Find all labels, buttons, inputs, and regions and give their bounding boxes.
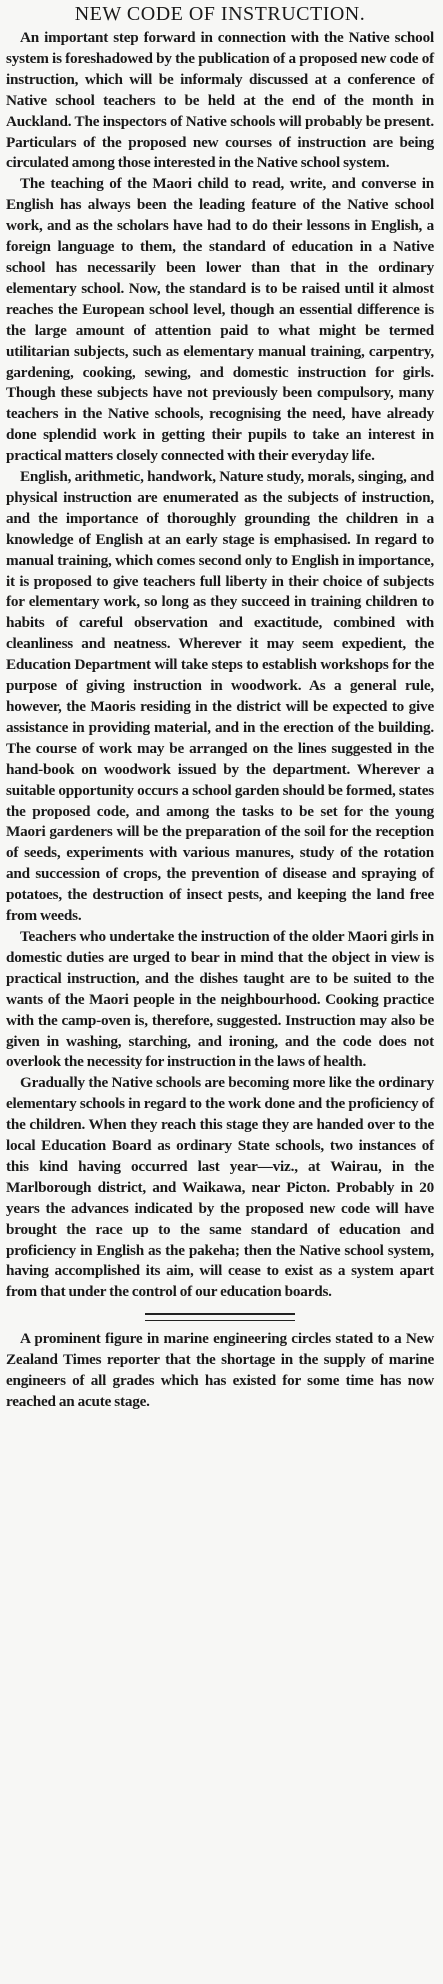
next-article-paragraph: A prominent figure in marine engineering circles stated to a New Zealand Times reporter that the shortage in the supply of marine engineers of all grades which has existed for some time has now reached an acute stage. (6, 1330, 434, 1410)
article-paragraph-3: English, arithmetic, handwork, Nature study, morals, singing, and physical instruction are enumerated as the subjects of instruction, and the importance of thoroughly grounding the children in a knowledge of English at an early stage is emphasised. In regard to manual training, which comes second only to English in importance, it is proposed to give teachers full liberty in their choice of subjects for elementary work, so long as they succeed in training children to habits of careful observation and exactitude, combined with cleanliness and neatness. Wherever it may seem expedient, the Education Department will take steps to establish workshops for the purpose of giving instruction in woodwork. As a general rule, however, the Maoris residing in the district will be expected to give assistance in providing material, and in the erection of the building. The course of work may be arranged on the lines suggested in the hand-book on woodwork issued by the department. Wherever a suitable opportunity occurs a school garden should be formed, states the proposed code, and among the tasks to be set for the young Maori gardeners will be the preparation of the soil for the reception of seeds, experiments with various manures, study of the rotation and succession of crops, the prevention of disease and spraying of potatoes, the destruction of insect pests, and keeping the land free from weeds. (6, 468, 434, 925)
article-paragraph-2: The teaching of the Maori child to read, write, and converse in English has always been the leading feature of the Native school work, and as the scholars have had to do their lessons in English, a foreign language to them, the standard of education in a Native school has necessarily been lower than that in the ordinary elementary school. Now, the standard is to be raised until it almost reaches the European school level, though an essential difference is the large amount of attention paid to what might be termed utilitarian subjects, such as elementary manual training, carpentry, gardening, cooking, sewing, and domestic instruction for girls. Though these subjects have not previously been compulsory, many teachers in the Native schools, recognising the need, have already done splendid work in getting their pupils to take an interest in practical matters closely connected with their everyday life. (6, 175, 434, 465)
section-divider (145, 1313, 295, 1321)
article-paragraph-5: Gradually the Native schools are becoming more like the ordinary elementary schools in regard to the work done and the proficiency of the children. When they reach this stage they are handed over to the local Education Board as ordinary State schools, two instances of this kind having occurred last year—viz., at Wairau, in the Marlborough district, and Waikawa, near Picton. Probably in 20 years the advances indicated by the proposed new code will have brought the race up to the same standard of education and proficiency in English as the pakeha; then the Native school system, having accomplished its aim, will cease to exist as a system apart from that under the control of our education boards. (6, 1074, 434, 1301)
article-paragraph-1: An important step forward in connection with the Native school system is foreshadowed by the publication of a proposed new code of instruction, which will be informaly discussed at a conference of Native school teachers to be held at the end of the month in Auckland. The inspectors of Native schools will probably be present. Particulars of the proposed new courses of instruction are being circulated among those interested in the Native school system. (6, 29, 434, 172)
article-headline: NEW CODE OF INSTRUCTION. (74, 3, 366, 25)
article-column (6, 2, 434, 1413)
article-paragraph-4: Teachers who undertake the instruction of the older Maori girls in domestic duties are urged to bear in mind that the object in view is practical instruction, and the dishes taught are to be suited to the wants of the Maori people in the neighbourhood. Cooking practice with the camp-oven is, therefore, suggested. Instruction may also be given in washing, starching, and ironing, and the code does not overlook the necessity for instruction in the laws of health. (6, 927, 434, 1071)
